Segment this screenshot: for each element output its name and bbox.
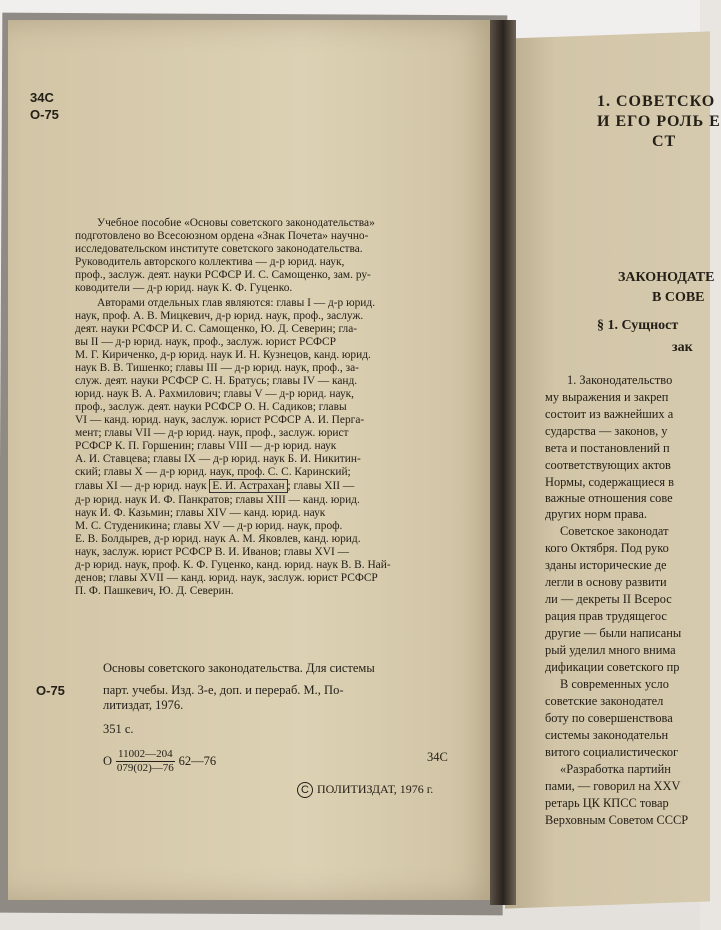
- body-line: му выражения и закреп: [545, 390, 669, 404]
- body-line: кого Октября. Под руко: [545, 541, 669, 555]
- credits-text: главы XI — д-р юрид. наук: [75, 480, 207, 492]
- chapter-title-line: 1. СОВЕТСКО: [597, 93, 716, 110]
- credits-line: А. И. Ставцева; главы IX — д-р юрид. наук Б. И. Никитин-: [75, 453, 361, 465]
- credits-line: Руководитель авторского коллектива — д-р юрид. наук,: [75, 256, 345, 268]
- chapter-title-line: СТ: [652, 133, 677, 150]
- author-mark: О-75: [30, 107, 59, 122]
- annotation-code: О-75: [36, 683, 65, 698]
- credits-line: РСФСР К. П. Горшенин; главы VIII — д-р юрид. наук: [75, 440, 337, 452]
- body-line: системы законодательн: [545, 728, 669, 742]
- credits-line: деят. науки РСФСР И. С. Самощенко, Ю. Д. Северин; гла-: [75, 323, 358, 335]
- body-line: боту по совершенствова: [545, 711, 673, 725]
- credits-line: проф., заслуж. деят. науки РСФСР И. С. Самощенко, зам. ру-: [75, 269, 371, 281]
- section-heading-line: В СОВЕ: [652, 290, 705, 305]
- body-line: В современных усло: [560, 677, 669, 691]
- body-line: советские законодател: [545, 694, 664, 708]
- index-denominator: 079(02)—76: [116, 762, 174, 774]
- credits-line: денов; главы XVII — канд. юрид. наук, заслуж. юрист РСФСР: [75, 572, 378, 584]
- body-line: рация прав трудящегос: [545, 609, 667, 623]
- credits-line: М. С. Студеникина; главы XV — д-р юрид. наук, проф.: [75, 520, 343, 532]
- body-line: «Разработка партийн: [560, 762, 671, 776]
- credits-line: служ. деят. науки РСФСР С. Н. Братусь; главы IV — канд.: [75, 375, 358, 387]
- credits-line: д-р юрид. наук, проф. К. Ф. Гуценко, канд. юрид. наук В. В. Най-: [75, 559, 391, 571]
- body-line: дификации советского пр: [545, 660, 680, 674]
- body-line: других норм права.: [545, 507, 647, 521]
- body-line: пами, — говорил на XXV: [545, 779, 681, 793]
- credits-line: юрид. наук В. А. Рахмилович; главы V — д-р юрид. наук,: [75, 388, 355, 400]
- credits-line: вы II — д-р юрид. наук, проф., заслуж. юрист РСФСР: [75, 336, 336, 348]
- body-line: сударства — законов, у: [545, 424, 668, 438]
- body-line: ли — декреты II Всерос: [545, 592, 672, 606]
- paragraph-heading-line: § 1. Сущност: [597, 318, 679, 333]
- body-line: Советское законодат: [560, 524, 669, 538]
- body-line: вета и постановлений п: [545, 441, 670, 455]
- body-line: Верховным Советом СССР: [545, 813, 689, 827]
- credits-line: ководители — д-р юрид. наук К. Ф. Гуценко.: [75, 282, 293, 294]
- credits-line: наук И. Ф. Казьмин; главы XIV — канд. юрид. наук: [75, 507, 326, 519]
- boxed-author-name: Е. И. Астрахан: [209, 479, 287, 493]
- index-prefix: О: [103, 754, 113, 769]
- body-line: ретарь ЦК КПСС товар: [545, 796, 669, 810]
- body-line: легли в основу развити: [545, 575, 667, 589]
- credits-line: исследовательском институте советского законодательства.: [75, 243, 363, 255]
- copyright-text: ПОЛИТИЗДАТ, 1976 г.: [317, 782, 434, 796]
- chapter-title-line: И ЕГО РОЛЬ Е: [597, 113, 721, 130]
- body-line: 1. Законодательство: [567, 373, 673, 387]
- body-line: важные отношения сове: [545, 491, 673, 505]
- section-heading-line: ЗАКОНОДАТЕ: [618, 270, 715, 285]
- copyright-icon: C: [297, 782, 313, 798]
- credits-line: подготовлено во Всесоюзном ордена «Знак Почета» научно-: [75, 230, 369, 242]
- credits-line: наук В. В. Тишенко; главы III — д-р юрид. наук, проф., за-: [75, 362, 359, 374]
- page-count: 351 с.: [103, 722, 134, 736]
- credits-line: наук, проф. А. В. Мицкевич, д-р юрид. наук, проф., заслуж.: [75, 310, 364, 322]
- credits-line: мент; главы VII — д-р юрид. наук, проф., заслуж. юрист: [75, 427, 349, 439]
- annotation-line: литиздат, 1976.: [103, 698, 184, 712]
- body-line: зданы исторические де: [545, 558, 667, 572]
- body-line: Нормы, содержащиеся в: [545, 475, 675, 489]
- body-line: состоит из важнейших а: [545, 407, 674, 421]
- credits-line: ский; главы X — д-р юрид. наук, проф. С. С. Каринский;: [75, 466, 351, 478]
- body-line: витого социалистическог: [545, 745, 679, 759]
- credits-line: Учебное пособие «Основы советского законодательства»: [97, 217, 375, 229]
- body-line: другие — были написаны: [545, 626, 682, 640]
- paragraph-heading-line: зак: [672, 340, 693, 355]
- classification-code: 34С: [30, 90, 54, 105]
- body-line: рый уделил много внима: [545, 643, 676, 657]
- index-suffix: 62—76: [178, 754, 217, 769]
- credits-line: наук, заслуж. юрист РСФСР В. И. Иванов; главы XVI —: [75, 546, 350, 558]
- credits-line: Е. В. Болдырев, д-р юрид. наук А. М. Яковлев, канд. юрид.: [75, 533, 361, 545]
- credits-line: д-р юрид. наук И. Ф. Панкратов; главы XIII — канд. юрид.: [75, 494, 360, 506]
- annotation-title: Основы советского законодательства. Для системы: [103, 661, 375, 675]
- credits-line: VI — канд. юрид. наук, заслуж. юрист РСФСР А. И. Перга-: [75, 414, 365, 426]
- credits-text: ; главы XII —: [287, 480, 355, 492]
- credits-line: Авторами отдельных глав являются: главы I — д-р юрид.: [97, 297, 376, 309]
- credits-line: проф., заслуж. деят. науки РСФСР О. Н. Садиков; главы: [75, 401, 347, 413]
- credits-line: П. Ф. Пашкевич, Ю. Д. Северин.: [75, 585, 234, 597]
- annotation-line: парт. учебы. Изд. 3-е, доп. и перераб. М., По-: [103, 683, 344, 697]
- index-numerator: 11002—204: [118, 748, 173, 760]
- body-line: соответствующих актов: [545, 458, 671, 472]
- udc-code: 34С: [427, 750, 448, 764]
- credits-line: М. Г. Кириченко, д-р юрид. наук И. Н. Кузнецов, канд. юрид.: [75, 349, 371, 361]
